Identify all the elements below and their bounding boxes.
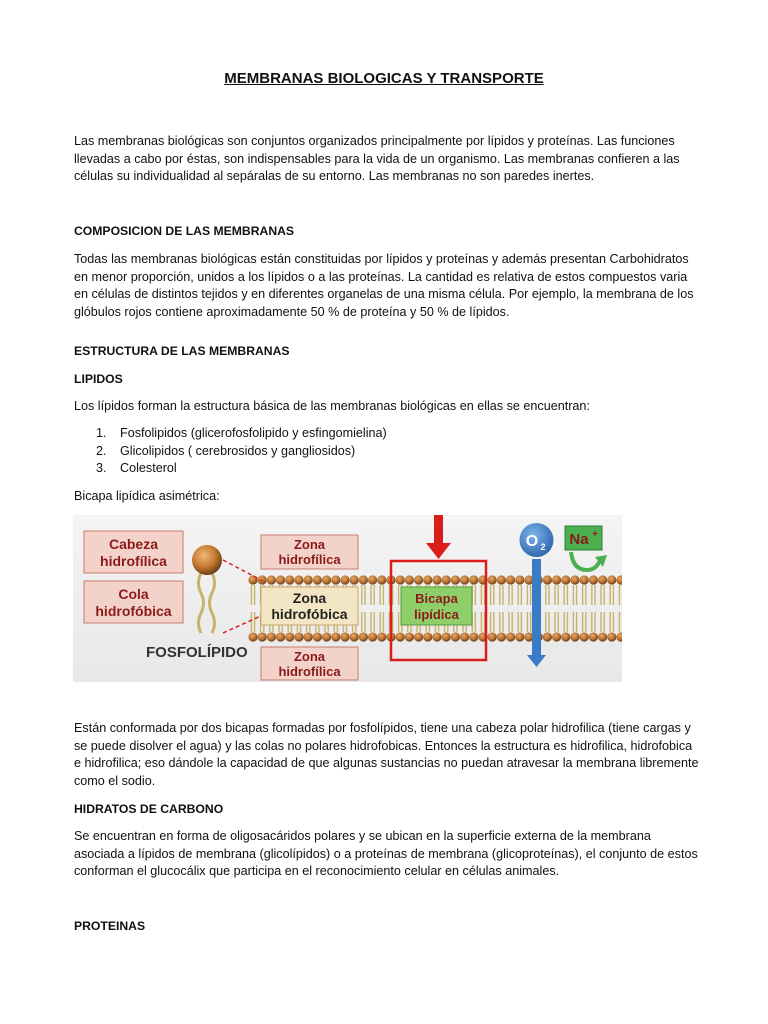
lipid-head (570, 632, 579, 641)
lipid-head (543, 632, 552, 641)
label-text: hidrofóbica (95, 603, 172, 619)
lipid-head (276, 575, 285, 584)
lipid-head (396, 575, 405, 584)
lipid-head (515, 575, 524, 584)
bilayer-paragraph: Están conformada por dos bicapas formadas por fosfolípidos, tiene una cabeza polar hidrofilica (tiene cargas y se puede disolver el agua) y las colas no polares hidrofobicas. Entonces la estructura es hidrofilica, hidrofobica e hidrofilica; eso dándole la capacidad de que algunas sustancias no puedan atravesar la membrana libremente como el sodio. (74, 721, 699, 788)
intro-paragraph: Las membranas biológicas son conjuntos organizados principalmente por lípidos y proteínas. Las funciones llevadas a cabo por éstas, son indispensables para la vida de un organismo. Las membranas confieren a las células su individualidad al sepáralas de su entorno. Las membranas no son paredes inertes. (74, 134, 680, 184)
lipid-head (405, 632, 414, 641)
label-text: Zona (292, 590, 327, 606)
lipid-head (451, 632, 460, 641)
label-text: hidrofílica (100, 553, 167, 569)
bilayer-caption: Bicapa lipídica asimétrica: (74, 489, 220, 503)
list-text: Colesterol (120, 461, 177, 476)
lipid-head (607, 575, 616, 584)
label-text: Zona (293, 649, 326, 664)
lipid-head (442, 575, 451, 584)
lipid-head (469, 632, 478, 641)
lipid-head (432, 575, 441, 584)
lipid-head (423, 575, 432, 584)
lipid-head (304, 575, 313, 584)
list-item (74, 443, 387, 461)
lipid-head (488, 632, 497, 641)
lipid-head (414, 575, 423, 584)
lipid-head (580, 575, 589, 584)
lipid-head (598, 575, 607, 584)
heading-estructura: ESTRUCTURA DE LAS MEMBRANAS (74, 344, 290, 358)
lipid-head (331, 632, 340, 641)
lipid-head (248, 632, 257, 641)
heading-composicion: COMPOSICION DE LAS MEMBRANAS (74, 224, 295, 238)
lipid-head (322, 632, 331, 641)
label-text: Cola (118, 586, 149, 602)
lipid-head (561, 632, 570, 641)
lipid-head (304, 632, 313, 641)
lipid-head (405, 575, 414, 584)
lipid-head (267, 575, 276, 584)
list-text: Fosfolipidos (glicerofosfolipido y esfingomielina) (120, 426, 387, 440)
zone-bottom-label (261, 647, 358, 680)
lipid-head (488, 575, 497, 584)
lipid-head (313, 575, 322, 584)
lipid-head (414, 632, 423, 641)
lipid-head (497, 575, 506, 584)
heading-lipidos: LIPIDOS (74, 372, 123, 386)
lipid-head (580, 632, 589, 641)
bilayer-diagram (73, 515, 622, 682)
oxygen-text: O (525, 533, 539, 550)
heading-proteinas: PROTEINAS (74, 919, 146, 933)
lipid-head (543, 575, 552, 584)
label-text: hidrofílica (278, 664, 341, 679)
lipid-head (396, 632, 405, 641)
lipid-head (368, 575, 377, 584)
lipid-head (589, 575, 598, 584)
zone-top-label (261, 535, 358, 569)
lipid-head (598, 632, 607, 641)
fosfolipido-label: FOSFOLÍPIDO (146, 644, 248, 661)
lipid-head (607, 632, 616, 641)
lipid-head (285, 575, 294, 584)
lipid-head (497, 632, 506, 641)
lipid-head (350, 632, 359, 641)
list-number: 1. (96, 426, 107, 440)
bilayer-label (401, 587, 472, 625)
composicion-paragraph: Todas las membranas biológicas están constituidas por lípidos y proteínas y además presentan Carbohidratos en menor proporción, unidos a los lípidos o a las proteínas. La cantidad es relativa de estos compuestos varia en células de distintos tejidos y en diferentes organelas de una misma célula. Por ejemplo, la membrana de los glóbulos rojos contiene aproximadamente 50 % de proteína y 50 % de lípidos. (74, 252, 694, 319)
lipid-head (294, 575, 303, 584)
label-text: Bicapa (415, 591, 458, 606)
list-item (74, 425, 387, 443)
document-title: MEMBRANAS BIOLOGICAS Y TRANSPORTE (224, 70, 544, 87)
list-text: Glicolipidos ( cerebrosidos y gangliosidos) (120, 443, 356, 458)
label-text: hidrofóbica (271, 606, 348, 622)
label-text: Cabeza (108, 536, 159, 552)
lipid-head (350, 575, 359, 584)
lipid-head (460, 632, 469, 641)
lipid-head (377, 575, 386, 584)
lipid-head (322, 575, 331, 584)
lipid-head (294, 632, 303, 641)
lipid-head (442, 632, 451, 641)
lipid-head (515, 632, 524, 641)
label-text: lipídica (414, 607, 459, 622)
list-item (74, 460, 387, 478)
list-number: 3. (96, 461, 107, 476)
list-number: 2. (96, 443, 107, 458)
lipid-head (469, 575, 478, 584)
lipid-head (432, 632, 441, 641)
label-cola-hidrofobica (84, 581, 183, 623)
lipid-head (451, 575, 460, 584)
lipidos-intro: Los lípidos forman la estructura básica de las membranas biológicas en ellas se encuentran: (74, 399, 590, 413)
lipid-head (377, 632, 386, 641)
lipid-head (570, 575, 579, 584)
phospholipid-head-icon (192, 545, 222, 575)
label-cabeza-hidrofilica (84, 531, 183, 573)
lipid-head (258, 632, 267, 641)
heading-hidratos: HIDRATOS DE CARBONO (74, 802, 224, 816)
lipid-head (276, 632, 285, 641)
lipid-head (506, 632, 515, 641)
lipid-head (561, 575, 570, 584)
sodium-superscript: + (592, 529, 598, 540)
lipid-head (506, 575, 515, 584)
label-text: Zona (293, 537, 326, 552)
lipid-head (267, 632, 276, 641)
lipid-head (313, 632, 322, 641)
lipid-head (460, 575, 469, 584)
label-text: hidrofílica (278, 552, 341, 567)
lipid-head (589, 632, 598, 641)
lipid-head (285, 632, 294, 641)
lipid-head (340, 632, 349, 641)
lipids-list (74, 425, 387, 478)
lipid-head (423, 632, 432, 641)
lipid-head (331, 575, 340, 584)
lipid-head (359, 575, 368, 584)
sodium-text: Na (569, 531, 589, 548)
oxygen-subscript: 2 (540, 542, 546, 552)
lipid-head (359, 632, 368, 641)
lipid-head (552, 632, 561, 641)
lipid-head (552, 575, 561, 584)
lipid-head (340, 575, 349, 584)
bilayer-figure (73, 515, 622, 682)
lipid-head (368, 632, 377, 641)
hidratos-paragraph: Se encuentran en forma de oligosacáridos polares y se ubican en la superficie externa de la membrana asociada a lípidos de membrana (glicolípidos) o a proteínas de membrana (glicoproteínas), el conjunto de estos conforman el glucocálix que participa en el reconocimiento celular en células animales. (74, 829, 698, 879)
zone-middle-label (261, 587, 358, 625)
